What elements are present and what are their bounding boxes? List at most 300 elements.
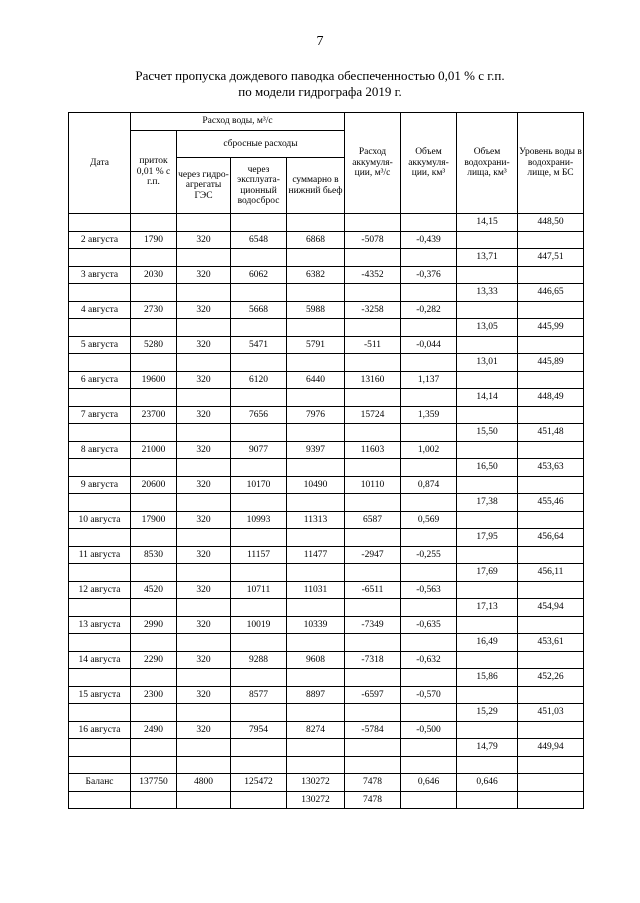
empty-cell: [287, 739, 345, 757]
empty-cell: [401, 459, 457, 477]
reservoir-volume-cell: 15,29: [457, 704, 518, 722]
turbines-cell: 320: [177, 616, 231, 634]
total-cell: 6440: [287, 371, 345, 389]
empty-cell: [457, 581, 518, 599]
spillway-cell: 5668: [231, 301, 287, 319]
turbines-cell: 320: [177, 336, 231, 354]
empty-cell: [69, 354, 131, 372]
header-via-spillway: через эксплуата-ционный водосброс: [231, 158, 287, 214]
total-cell: 5791: [287, 336, 345, 354]
reservoir-state-row: [69, 494, 584, 512]
empty-cell: [518, 266, 584, 284]
empty-cell: [131, 319, 177, 337]
inflow-cell: 2300: [131, 686, 177, 704]
balance-row: [69, 774, 584, 792]
empty-cell: [131, 459, 177, 477]
date-cell: 8 августа: [69, 441, 131, 459]
empty-cell: [287, 214, 345, 232]
empty-cell: [287, 284, 345, 302]
table-row: [69, 721, 584, 739]
empty-cell: [401, 494, 457, 512]
date-cell: 9 августа: [69, 476, 131, 494]
empty-cell: [287, 564, 345, 582]
reservoir-state-row: [69, 354, 584, 372]
empty-cell: [457, 756, 518, 774]
empty-cell: [69, 214, 131, 232]
empty-cell: [231, 284, 287, 302]
empty-cell: [69, 284, 131, 302]
date-cell: 3 августа: [69, 266, 131, 284]
empty-cell: [231, 564, 287, 582]
accumulation-flow-cell: -511: [345, 336, 401, 354]
header-via-turbines: через гидро-агрегаты ГЭС: [177, 158, 231, 214]
balance-total: 130272: [287, 774, 345, 792]
balance-label: Баланс: [69, 774, 131, 792]
water-level-cell: 445,99: [518, 319, 584, 337]
header-reservoir-volume: Объем водохрани-лища, км³: [457, 113, 518, 214]
header-accumulation-volume: Объем аккумуля-ции, км³: [401, 113, 457, 214]
reservoir-state-row: [69, 424, 584, 442]
reservoir-state-row: [69, 214, 584, 232]
empty-cell: [177, 669, 231, 687]
empty-cell: [287, 634, 345, 652]
empty-cell: [518, 721, 584, 739]
empty-cell: [287, 459, 345, 477]
spillway-cell: 7954: [231, 721, 287, 739]
water-level-cell: 449,94: [518, 739, 584, 757]
header-inflow: приток 0,01 % с г.п.: [131, 131, 177, 214]
inflow-cell: 2030: [131, 266, 177, 284]
date-cell: 15 августа: [69, 686, 131, 704]
table-row: [69, 441, 584, 459]
header-date: Дата: [69, 113, 131, 214]
empty-cell: [69, 459, 131, 477]
empty-cell: [401, 214, 457, 232]
reservoir-state-row: [69, 634, 584, 652]
empty-cell: [231, 529, 287, 547]
balance-spillway: 125472: [231, 774, 287, 792]
reservoir-volume-cell: 17,13: [457, 599, 518, 617]
reservoir-state-row: [69, 459, 584, 477]
reservoir-state-row: [69, 669, 584, 687]
accumulation-volume-cell: -0,635: [401, 616, 457, 634]
total-cell: 6868: [287, 231, 345, 249]
check-accumulation-flow: 7478: [345, 791, 401, 809]
date-cell: 5 августа: [69, 336, 131, 354]
balance-accumulation-flow: 7478: [345, 774, 401, 792]
turbines-cell: 320: [177, 581, 231, 599]
accumulation-flow-cell: 11603: [345, 441, 401, 459]
balance-reservoir-volume: 0,646: [457, 774, 518, 792]
empty-cell: [345, 669, 401, 687]
empty-cell: [457, 406, 518, 424]
table-row: [69, 686, 584, 704]
inflow-cell: 4520: [131, 581, 177, 599]
empty-cell: [457, 546, 518, 564]
accumulation-flow-cell: -4352: [345, 266, 401, 284]
empty-cell: [401, 669, 457, 687]
spillway-cell: 10993: [231, 511, 287, 529]
empty-cell: [401, 319, 457, 337]
empty-cell: [518, 371, 584, 389]
table-row: [69, 266, 584, 284]
empty-cell: [401, 424, 457, 442]
empty-cell: [231, 756, 287, 774]
spillway-cell: 8577: [231, 686, 287, 704]
empty-cell: [345, 389, 401, 407]
reservoir-volume-cell: 15,50: [457, 424, 518, 442]
empty-cell: [69, 319, 131, 337]
water-level-cell: 448,50: [518, 214, 584, 232]
empty-cell: [345, 739, 401, 757]
empty-cell: [287, 249, 345, 267]
empty-cell: [69, 669, 131, 687]
accumulation-volume-cell: -0,500: [401, 721, 457, 739]
water-level-cell: 447,51: [518, 249, 584, 267]
reservoir-volume-cell: 17,38: [457, 494, 518, 512]
water-level-cell: 455,46: [518, 494, 584, 512]
empty-cell: [457, 371, 518, 389]
accumulation-volume-cell: -0,376: [401, 266, 457, 284]
table-row: [69, 616, 584, 634]
total-cell: 9608: [287, 651, 345, 669]
total-cell: 8274: [287, 721, 345, 739]
empty-cell: [177, 564, 231, 582]
reservoir-state-row: [69, 389, 584, 407]
spillway-cell: 6120: [231, 371, 287, 389]
empty-cell: [401, 599, 457, 617]
empty-cell: [69, 756, 131, 774]
empty-cell: [69, 634, 131, 652]
empty-cell: [518, 441, 584, 459]
empty-cell: [69, 564, 131, 582]
reservoir-state-row: [69, 739, 584, 757]
empty-cell: [131, 564, 177, 582]
empty-cell: [287, 704, 345, 722]
table-row: [69, 406, 584, 424]
empty-cell: [177, 494, 231, 512]
empty-cell: [345, 564, 401, 582]
empty-cell: [518, 231, 584, 249]
empty-cell: [345, 249, 401, 267]
empty-cell: [69, 739, 131, 757]
table-row: [69, 371, 584, 389]
reservoir-state-row: [69, 564, 584, 582]
date-cell: 4 августа: [69, 301, 131, 319]
empty-cell: [69, 529, 131, 547]
table-row: [69, 651, 584, 669]
empty-cell: [345, 424, 401, 442]
empty-cell: [287, 494, 345, 512]
empty-cell: [457, 791, 518, 809]
empty-cell: [457, 721, 518, 739]
inflow-cell: 2490: [131, 721, 177, 739]
empty-cell: [177, 354, 231, 372]
empty-cell: [287, 319, 345, 337]
empty-cell: [518, 476, 584, 494]
header-total-downstream: суммарно в нижний бьеф: [287, 158, 345, 214]
inflow-cell: 8530: [131, 546, 177, 564]
empty-cell: [401, 249, 457, 267]
empty-cell: [131, 389, 177, 407]
empty-cell: [401, 529, 457, 547]
empty-cell: [131, 599, 177, 617]
empty-cell: [177, 791, 231, 809]
empty-cell: [177, 704, 231, 722]
inflow-cell: 19600: [131, 371, 177, 389]
turbines-cell: 320: [177, 231, 231, 249]
spillway-cell: 9077: [231, 441, 287, 459]
turbines-cell: 320: [177, 546, 231, 564]
empty-cell: [131, 284, 177, 302]
date-cell: 2 августа: [69, 231, 131, 249]
empty-cell: [401, 389, 457, 407]
empty-cell: [131, 756, 177, 774]
table-row: [69, 336, 584, 354]
empty-cell: [518, 336, 584, 354]
empty-cell: [457, 686, 518, 704]
spillway-cell: 9288: [231, 651, 287, 669]
date-cell: 12 августа: [69, 581, 131, 599]
total-cell: 6382: [287, 266, 345, 284]
header-accumulation-flow: Расход аккумуля-ции, м³/с: [345, 113, 401, 214]
empty-cell: [231, 214, 287, 232]
empty-cell: [401, 739, 457, 757]
empty-cell: [231, 634, 287, 652]
turbines-cell: 320: [177, 441, 231, 459]
empty-cell: [518, 756, 584, 774]
accumulation-volume-cell: 1,002: [401, 441, 457, 459]
empty-cell: [518, 406, 584, 424]
empty-cell: [457, 231, 518, 249]
inflow-cell: 17900: [131, 511, 177, 529]
empty-cell: [231, 459, 287, 477]
empty-cell: [131, 424, 177, 442]
empty-cell: [345, 494, 401, 512]
empty-cell: [345, 756, 401, 774]
inflow-cell: 20600: [131, 476, 177, 494]
empty-cell: [345, 284, 401, 302]
empty-cell: [287, 599, 345, 617]
reservoir-volume-cell: 13,71: [457, 249, 518, 267]
reservoir-volume-cell: 13,33: [457, 284, 518, 302]
inflow-cell: 2290: [131, 651, 177, 669]
turbines-cell: 320: [177, 301, 231, 319]
reservoir-volume-cell: 13,01: [457, 354, 518, 372]
date-cell: 16 августа: [69, 721, 131, 739]
empty-cell: [287, 354, 345, 372]
accumulation-flow-cell: -6511: [345, 581, 401, 599]
empty-cell: [177, 634, 231, 652]
water-level-cell: 452,26: [518, 669, 584, 687]
empty-cell: [401, 354, 457, 372]
empty-cell: [345, 529, 401, 547]
empty-cell: [131, 791, 177, 809]
empty-cell: [231, 791, 287, 809]
spillway-cell: 6548: [231, 231, 287, 249]
empty-cell: [345, 354, 401, 372]
inflow-cell: 1790: [131, 231, 177, 249]
empty-cell: [231, 599, 287, 617]
empty-cell: [231, 494, 287, 512]
total-cell: 11031: [287, 581, 345, 599]
flood-calculation-table: [68, 112, 584, 809]
turbines-cell: 320: [177, 406, 231, 424]
reservoir-volume-cell: 15,86: [457, 669, 518, 687]
inflow-cell: 5280: [131, 336, 177, 354]
accumulation-volume-cell: -0,044: [401, 336, 457, 354]
empty-cell: [518, 774, 584, 792]
inflow-cell: 2730: [131, 301, 177, 319]
header-water-flow: Расход воды, м³/с: [131, 113, 345, 131]
empty-cell: [345, 319, 401, 337]
inflow-cell: 2990: [131, 616, 177, 634]
spillway-cell: 5471: [231, 336, 287, 354]
empty-cell: [457, 441, 518, 459]
accumulation-volume-cell: -0,255: [401, 546, 457, 564]
empty-cell: [69, 424, 131, 442]
reservoir-volume-cell: 14,79: [457, 739, 518, 757]
accumulation-flow-cell: -7349: [345, 616, 401, 634]
table-row: [69, 301, 584, 319]
accumulation-volume-cell: -0,563: [401, 581, 457, 599]
empty-cell: [345, 214, 401, 232]
empty-cell: [69, 389, 131, 407]
water-level-cell: 448,49: [518, 389, 584, 407]
empty-cell: [287, 389, 345, 407]
accumulation-flow-cell: -5078: [345, 231, 401, 249]
accumulation-flow-cell: -7318: [345, 651, 401, 669]
water-level-cell: 451,48: [518, 424, 584, 442]
date-cell: 7 августа: [69, 406, 131, 424]
total-cell: 5988: [287, 301, 345, 319]
header-discharge: сбросные расходы: [177, 131, 345, 158]
title-line-2: по модели гидрографа 2019 г.: [238, 84, 402, 99]
table-row: [69, 511, 584, 529]
empty-cell: [401, 704, 457, 722]
empty-cell: [177, 424, 231, 442]
turbines-cell: 320: [177, 721, 231, 739]
reservoir-volume-cell: 14,14: [457, 389, 518, 407]
empty-cell: [177, 529, 231, 547]
total-cell: 10339: [287, 616, 345, 634]
accumulation-flow-cell: 15724: [345, 406, 401, 424]
total-cell: 11477: [287, 546, 345, 564]
empty-cell: [231, 389, 287, 407]
reservoir-state-row: [69, 704, 584, 722]
accumulation-volume-cell: -0,632: [401, 651, 457, 669]
date-cell: 11 августа: [69, 546, 131, 564]
empty-cell: [177, 389, 231, 407]
reservoir-volume-cell: 13,05: [457, 319, 518, 337]
date-cell: 13 августа: [69, 616, 131, 634]
empty-cell: [131, 634, 177, 652]
turbines-cell: 320: [177, 651, 231, 669]
empty-cell: [131, 529, 177, 547]
empty-cell: [518, 301, 584, 319]
empty-cell: [131, 669, 177, 687]
accumulation-flow-cell: -2947: [345, 546, 401, 564]
spillway-cell: 10019: [231, 616, 287, 634]
title-line-1: Расчет пропуска дождевого паводка обеспеченностью 0,01 % с г.п.: [135, 68, 505, 83]
empty-cell: [345, 459, 401, 477]
reservoir-state-row: [69, 529, 584, 547]
empty-cell: [177, 284, 231, 302]
water-level-cell: 445,89: [518, 354, 584, 372]
reservoir-volume-cell: 17,69: [457, 564, 518, 582]
water-level-cell: 453,61: [518, 634, 584, 652]
balance-inflow: 137750: [131, 774, 177, 792]
accumulation-volume-cell: 1,137: [401, 371, 457, 389]
empty-cell: [287, 529, 345, 547]
reservoir-state-row: [69, 249, 584, 267]
empty-cell: [69, 791, 131, 809]
check-total: 130272: [287, 791, 345, 809]
date-cell: 6 августа: [69, 371, 131, 389]
empty-cell: [401, 634, 457, 652]
empty-cell: [231, 354, 287, 372]
table-row: [69, 546, 584, 564]
accumulation-volume-cell: 0,874: [401, 476, 457, 494]
empty-cell: [401, 756, 457, 774]
empty-cell: [457, 476, 518, 494]
reservoir-state-row: [69, 284, 584, 302]
empty-cell: [177, 739, 231, 757]
empty-cell: [69, 494, 131, 512]
accumulation-volume-cell: 0,569: [401, 511, 457, 529]
accumulation-volume-cell: -0,570: [401, 686, 457, 704]
table-row: [69, 231, 584, 249]
empty-cell: [231, 704, 287, 722]
total-cell: 9397: [287, 441, 345, 459]
inflow-cell: 21000: [131, 441, 177, 459]
empty-cell: [518, 511, 584, 529]
empty-cell: [287, 424, 345, 442]
date-cell: 14 августа: [69, 651, 131, 669]
empty-cell: [131, 704, 177, 722]
empty-cell: [177, 249, 231, 267]
empty-cell: [231, 424, 287, 442]
spillway-cell: 10170: [231, 476, 287, 494]
spacer-row: [69, 756, 584, 774]
empty-cell: [518, 791, 584, 809]
turbines-cell: 320: [177, 511, 231, 529]
document-title: [0, 68, 640, 100]
accumulation-flow-cell: 6587: [345, 511, 401, 529]
empty-cell: [69, 599, 131, 617]
empty-cell: [287, 669, 345, 687]
turbines-cell: 320: [177, 686, 231, 704]
empty-cell: [457, 336, 518, 354]
empty-cell: [457, 301, 518, 319]
empty-cell: [457, 651, 518, 669]
accumulation-flow-cell: 10110: [345, 476, 401, 494]
empty-cell: [457, 266, 518, 284]
empty-cell: [177, 459, 231, 477]
empty-cell: [231, 319, 287, 337]
empty-cell: [131, 739, 177, 757]
turbines-cell: 320: [177, 266, 231, 284]
balance-turbines: 4800: [177, 774, 231, 792]
table-row: [69, 581, 584, 599]
water-level-cell: 453,63: [518, 459, 584, 477]
turbines-cell: 320: [177, 371, 231, 389]
accumulation-flow-cell: -6597: [345, 686, 401, 704]
empty-cell: [457, 511, 518, 529]
empty-cell: [457, 616, 518, 634]
empty-cell: [401, 791, 457, 809]
turbines-cell: 320: [177, 476, 231, 494]
